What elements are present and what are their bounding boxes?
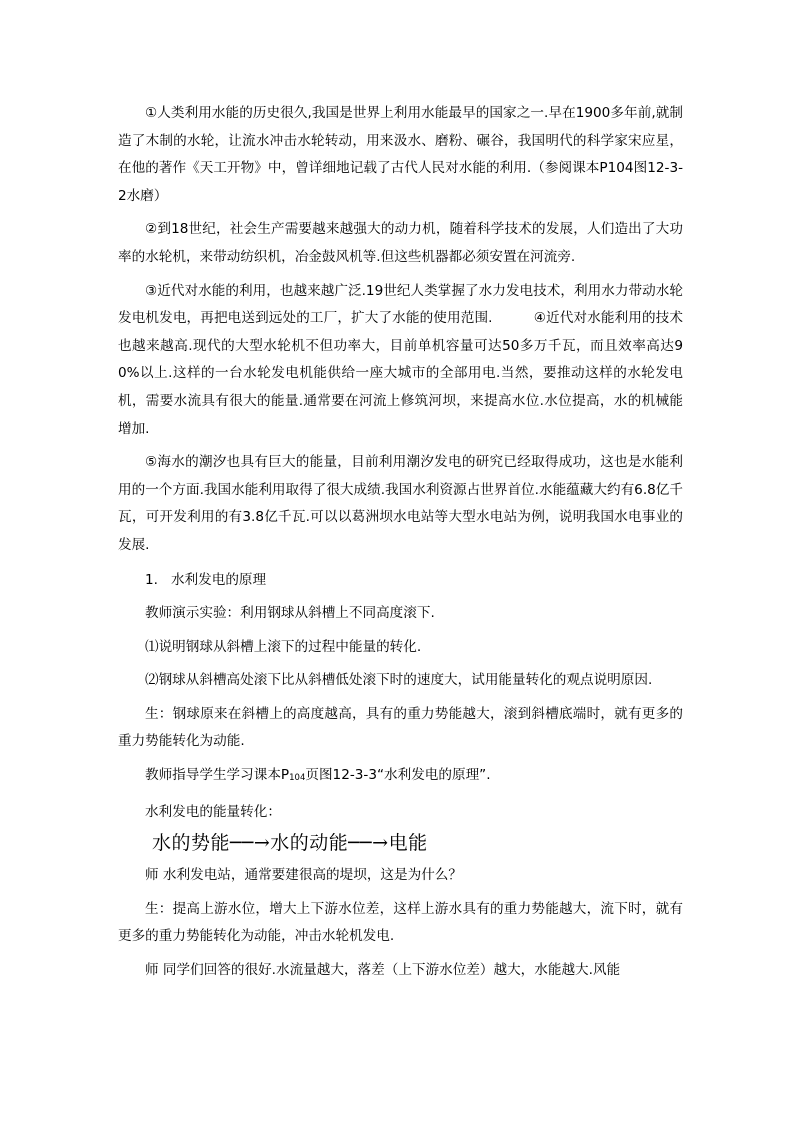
student-answer-1: 生：钢球原来在斜槽上的高度越高，具有的重力势能越大，滚到斜槽底端时，就有更多的重力势能转化为动能. <box>118 705 683 750</box>
teacher-summary: 师 同学们回答的很好.水流量越大，落差（上下游水位差）越大，水能越大.风能 <box>145 962 621 979</box>
guide-page-subscript: 104 <box>289 773 306 784</box>
teacher-demo: 教师演示实验：利用钢球从斜槽上不同高度滚下. <box>145 605 435 622</box>
guide-prefix: 教师指导学生学习课本P <box>145 767 290 784</box>
section-heading <box>118 567 683 595</box>
section-number: 1. <box>145 571 158 588</box>
paragraph-18th-century: ②到18世纪，社会生产需要越来越强大的动力机，随着科学技术的发展，人们造出了大功率的水轮机，来带动纺织机，冶金鼓风机等.但这些机器都必须安置在河流旁. <box>118 221 683 265</box>
guide-suffix: 页图12-3-3“水利发电的原理”. <box>305 767 491 784</box>
teacher-guide <box>118 762 683 793</box>
energy-conversion-formula: 水的势能──→水的动能──→电能 <box>152 832 428 855</box>
question-1: ⑴说明钢球从斜槽上滚下的过程中能量的转化. <box>145 638 422 655</box>
teacher-question: 师 水利发电站，通常要建很高的堤坝，这是为什么？ <box>145 867 462 884</box>
document-page <box>118 100 683 985</box>
paragraph-history: ①人类利用水能的历史很久,我国是世界上利用水能最早的国家之一.早在1900多年前,就制造了木制的水轮，让流水冲击水轮转动，用来汲水、磨粉、碾谷，我国明代的科学家宋应星，在他的著作《天工开物》中，曾详细地记载了古代人民对水能的利用.（参阅课本P104图12-3-2水磨） <box>118 105 683 204</box>
question-2: ⑵钢球从斜槽高处滚下比从斜槽低处滚下时的速度大，试用能量转化的观点说明原因. <box>145 672 653 689</box>
paragraph-modern-use: ③近代对水能的利用，也越来越广泛.19世纪人类掌握了水力发电技术，利用水力带动水轮发电机发电，再把电送到远处的工厂，扩大了水能的使用范围. ④近代对水能利用的技术也越来越高.现代的大型水轮机不但功率大，目前单机容量可达50多万千瓦，而且效率高达90%以上.这样的一台水轮发电机能供给一座大城市的全部用电.当然，要推动这样的水轮发电机，需要水流具有很大的能量.通常要在河流上修筑河坝，来提高水位.水位提高，水的机械能增加. <box>118 282 683 437</box>
paragraph-tidal: ⑤海水的潮汐也具有巨大的能量，目前利用潮汐发电的研究已经取得成功，这也是水能利用的一个方面.我国水能利用取得了很大成绩.我国水利资源占世界首位.水能蕴藏大约有6.8亿千瓦，可开发利用的有3.8亿千瓦.可以以葛洲坝水电站等大型水电站为例，说明我国水电事业的发展. <box>118 454 683 553</box>
energy-conversion-label: 水利发电的能量转化： <box>145 803 281 820</box>
student-answer-2: 生：提高上游水位，增大上下游水位差，这样上游水具有的重力势能越大，流下时，就有更多的重力势能转化为动能，冲击水轮机发电. <box>118 900 683 945</box>
section-title: 水利发电的原理 <box>170 571 267 588</box>
